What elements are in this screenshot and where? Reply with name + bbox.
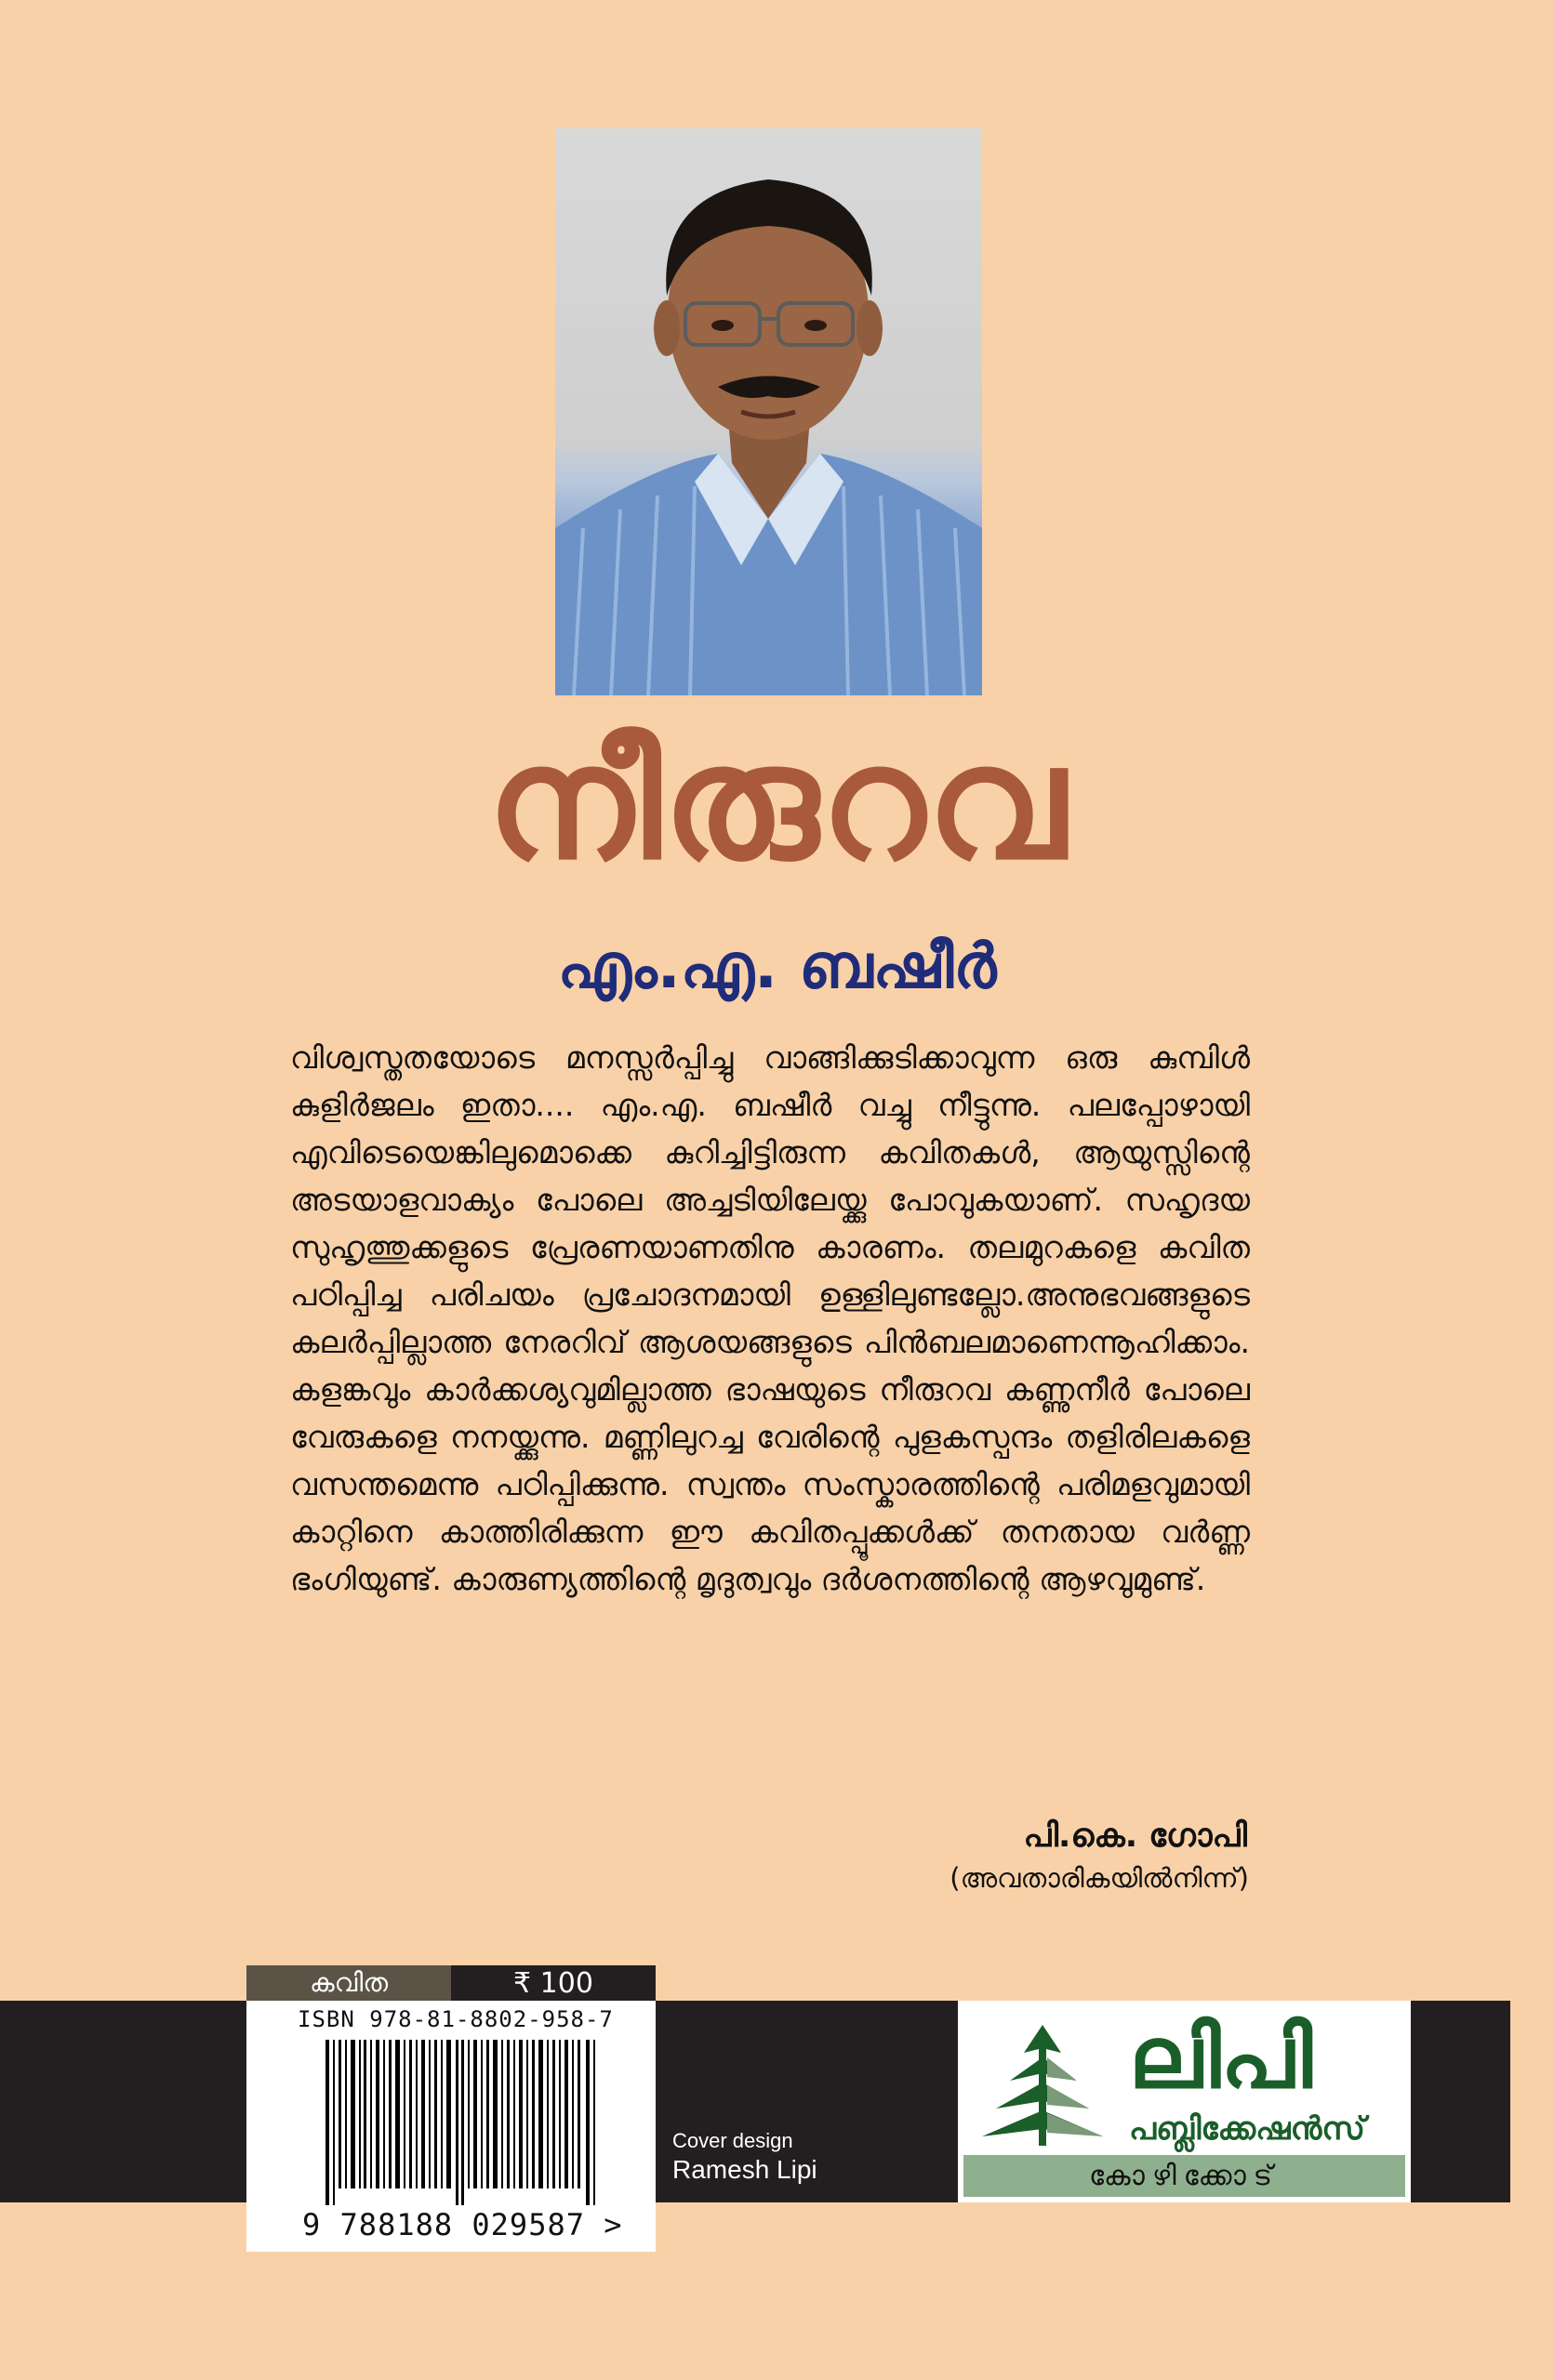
genre-label: കവിത (246, 1965, 451, 2001)
foreword-author: പി.കെ. ഗോപി (1023, 1818, 1247, 1855)
price-strip (246, 1965, 656, 2001)
cover-designer-name: Ramesh Lipi (672, 2155, 817, 2184)
publisher-logo (958, 2001, 1411, 2202)
book-title: നീരുറവ (486, 709, 1068, 895)
barcode (246, 2001, 656, 2252)
foreword-note: (അവതാരികയിൽനിന്ന്) (950, 1862, 1249, 1894)
book-author: എം.എ. ബഷീർ (557, 931, 997, 1002)
price-label: ₹ 100 (451, 1965, 656, 2001)
blurb-text: വിശ്വസ്തതയോടെ മനസ്സർപ്പിച്ചു വാങ്ങിക്കുടിക്കാവുന്ന ഒരു കുമ്പിൾ കുളിർജലം ഇതാ.... എം.എ. ബഷീർ വച്ചു നീട്ടുന്നു. പലപ്പോഴായി എവിടെയെങ്കിലുമൊക്കെ കുറിച്ചിട്ടിരുന്ന കവിതകൾ, ആയുസ്സിന്റെ അടയാളവാക്യം പോലെ അച്ചടിയിലേയ്ക്കു പോവുകയാണ്. സഹൃദയ സുഹൃത്തുക്കളുടെ പ്രേരണയാണതിനു കാരണം. തലമുറകളെ കവിത പഠിപ്പിച്ച പരിചയം പ്രചോദനമായി ഉള്ളിലുണ്ടല്ലോ.അനുഭവങ്ങളുടെ കലർപ്പില്ലാത്ത നേരറിവ് ആശയങ്ങളുടെ പിൻബലമാണെന്നൂഹിക്കാം. കളങ്കവും കാർക്കശ്യവുമില്ലാത്ത ഭാഷയുടെ നീരുറവ കണ്ണുനീർ പോലെ വേരുകളെ നനയ്ക്കുന്നു. മണ്ണിലുറച്ച വേരിന്റെ പുളകസ്പന്ദം തളിരിലകളെ വസന്തമെന്നു പഠിപ്പിക്കുന്നു. സ്വന്തം സംസ്കാരത്തിന്റെ പരിമളവുമായി കാറ്റിനെ കാത്തിരിക്കുന്ന ഈ കവിതപ്പൂക്കൾക്ക് തനതായ വർണ്ണ ഭംഗിയുണ്ട്. കാരുണ്യത്തിന്റെ മൃദുത്വവും ദർശനത്തിന്റെ ആഴവുമുണ്ട്. (290, 1039, 1250, 1597)
publisher-sub: പബ്ലിക്കേഷൻസ് (1129, 2110, 1365, 2148)
cover-design-label: Cover design (672, 2129, 793, 2152)
author-photo (555, 128, 982, 695)
barcode-number: 9 788188 029587 > (302, 2207, 623, 2242)
publisher-name: ലിപി (1129, 2008, 1313, 2108)
publisher-city: കോഴിക്കോട് (963, 2155, 1405, 2197)
leaf-icon (973, 2016, 1112, 2150)
barcode-bars (325, 2040, 604, 2205)
isbn-text: ISBN 978-81-8802-958-7 (298, 2006, 614, 2032)
